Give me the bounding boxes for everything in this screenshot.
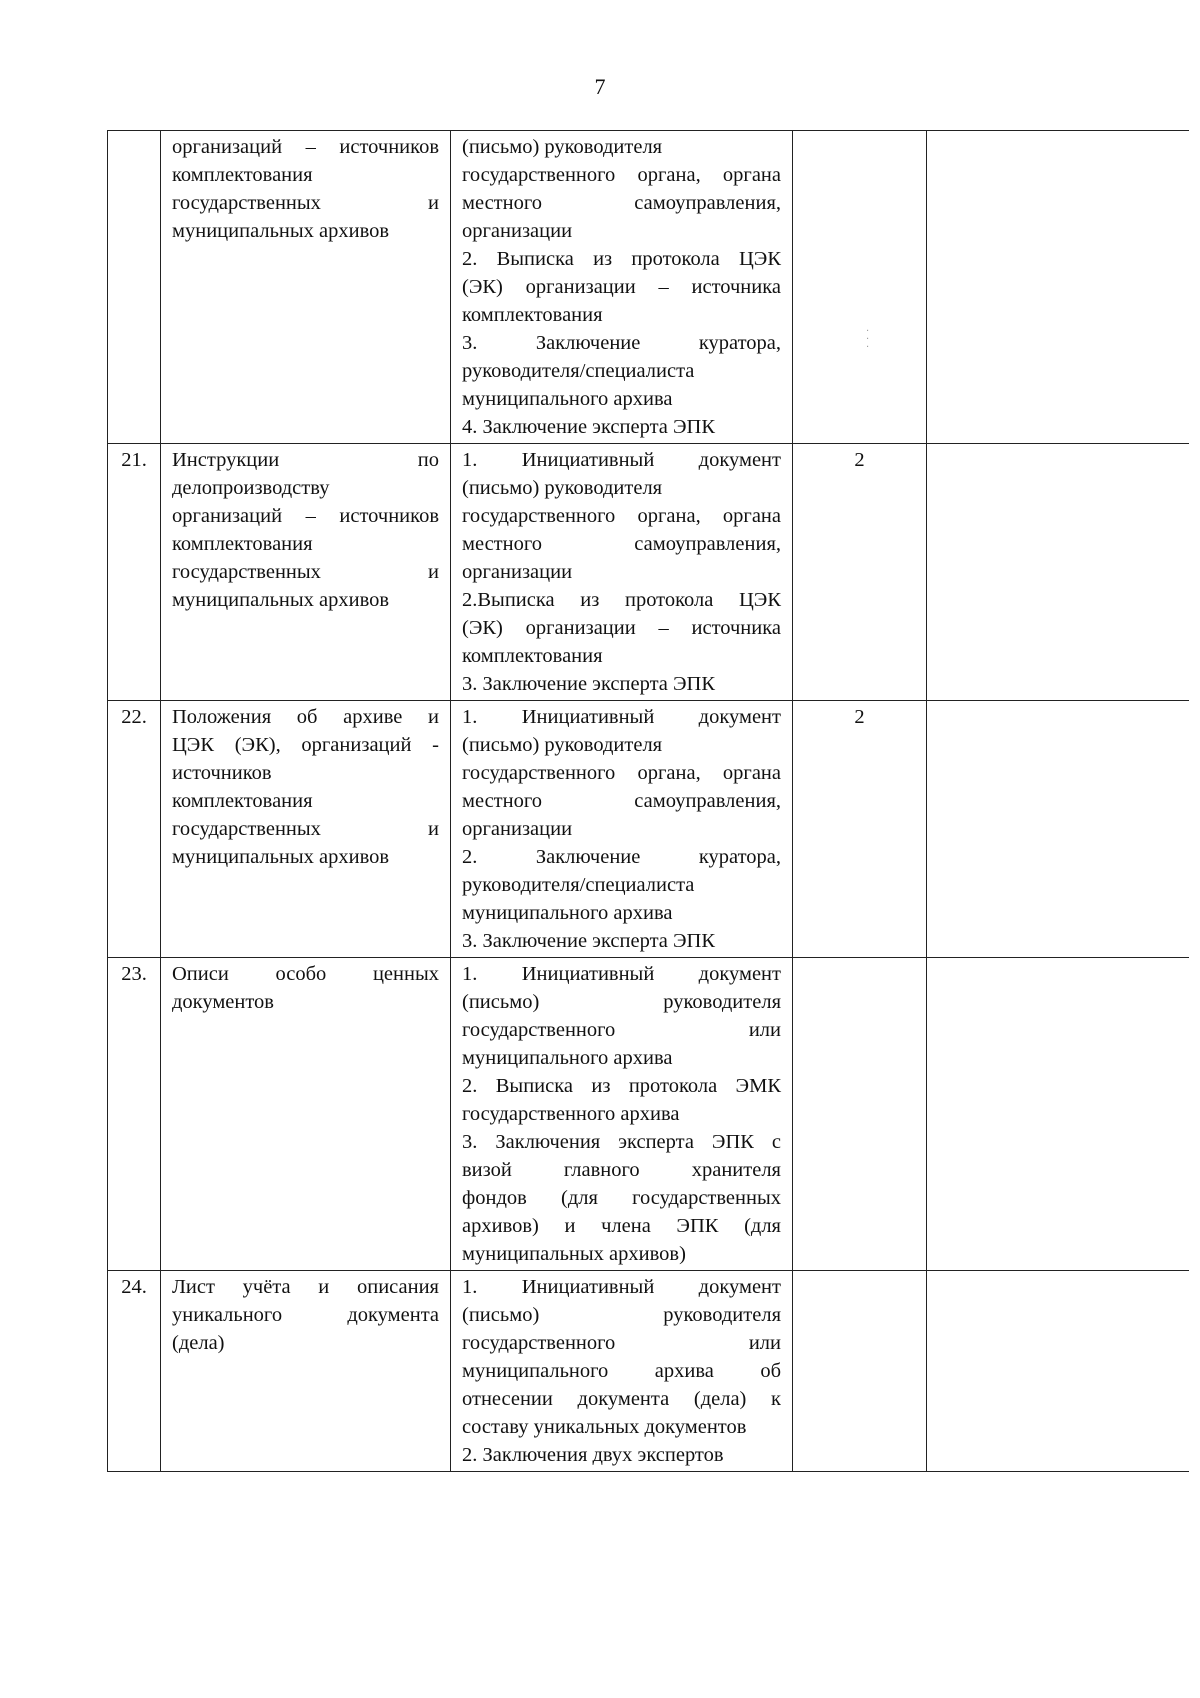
required-documents-line: муниципального архива: [462, 902, 673, 924]
document-name-line: Описи особо ценных: [172, 963, 439, 985]
document-name-line: государственных и: [172, 818, 439, 840]
required-documents-line: государственного органа, органа: [462, 164, 781, 186]
copies-count: 2: [793, 701, 927, 958]
copies-count: 2: [793, 444, 927, 701]
required-documents-line: комплектования: [462, 645, 603, 667]
required-documents-line: (ЭК) организации – источника: [462, 617, 781, 639]
required-documents-line: муниципального архива: [462, 388, 673, 410]
table-body: [108, 131, 1189, 1472]
required-documents-line: 1. Инициативный документ: [462, 706, 781, 728]
required-documents-line: 1. Инициативный документ: [462, 1276, 781, 1298]
required-documents-line: 3. Заключение эксперта ЭПК: [462, 930, 716, 952]
document-name-line: государственных и: [172, 192, 439, 214]
required-documents-line: архивов) и члена ЭПК (для: [462, 1215, 781, 1237]
page-number: 7: [594, 74, 606, 99]
required-documents-line: 2.Выписка из протокола ЦЭК: [462, 589, 781, 611]
required-documents-line: 2. Выписка из протокола ЦЭК: [462, 248, 781, 270]
required-documents-line: (ЭК) организации – источника: [462, 276, 781, 298]
required-documents-line: 1. Инициативный документ: [462, 449, 781, 471]
required-documents: [451, 444, 793, 701]
required-documents: [451, 131, 793, 444]
required-documents-line: 2. Выписка из протокола ЭМК: [462, 1075, 781, 1097]
required-documents-line: организации: [462, 220, 573, 242]
document-name-line: комплектования: [172, 790, 313, 812]
document-name-line: делопроизводству: [172, 477, 330, 499]
table-row: [108, 444, 1189, 701]
table-row: [108, 1271, 1189, 1472]
required-documents-line: 4. Заключение эксперта ЭПК: [462, 416, 716, 438]
document-name-line: муниципальных архивов: [172, 220, 390, 242]
document-name-line: уникального документа: [172, 1304, 439, 1326]
required-documents-line: государственного органа, органа: [462, 505, 781, 527]
notes-cell: [927, 701, 1189, 958]
required-documents-line: 1. Инициативный документ: [462, 963, 781, 985]
document-name: [161, 444, 451, 701]
required-documents-line: отнесении документа (дела) к: [462, 1388, 781, 1410]
row-number: 23.: [108, 958, 161, 1271]
required-documents: [451, 1271, 793, 1472]
required-documents-line: государственного или: [462, 1019, 781, 1041]
document-name: [161, 131, 451, 444]
required-documents-line: визой главного хранителя: [462, 1159, 781, 1181]
required-documents-line: 2. Заключение куратора,: [462, 846, 781, 868]
row-number: 22.: [108, 701, 161, 958]
required-documents-line: организации: [462, 818, 573, 840]
document-name: [161, 701, 451, 958]
margin-mark: · · ·: [866, 326, 870, 353]
required-documents-line: местного самоуправления,: [462, 790, 781, 812]
required-documents-line: (письмо) руководителя: [462, 734, 663, 756]
row-number: 24.: [108, 1271, 161, 1472]
document-name: [161, 1271, 451, 1472]
required-documents-line: комплектования: [462, 304, 603, 326]
required-documents-line: 3. Заключение эксперта ЭПК: [462, 673, 716, 695]
document-name: [161, 958, 451, 1271]
document-name-line: организаций – источников: [172, 505, 439, 527]
required-documents-line: (письмо) руководителя: [462, 136, 663, 158]
document-name-line: Инструкции по: [172, 449, 439, 471]
document-name-line: муниципальных архивов: [172, 589, 390, 611]
required-documents-line: муниципального архива об: [462, 1360, 781, 1382]
table-row: [108, 131, 1189, 444]
table-row: [108, 701, 1189, 958]
document-name-line: муниципальных архивов: [172, 846, 390, 868]
required-documents-line: руководителя/специалиста: [462, 360, 695, 382]
required-documents-line: организации: [462, 561, 573, 583]
copies-count: [793, 1271, 927, 1472]
required-documents-line: государственного архива: [462, 1103, 680, 1125]
required-documents-line: 3. Заключения эксперта ЭПК с: [462, 1131, 781, 1153]
document-table: [107, 130, 1189, 1472]
document-name-line: комплектования: [172, 164, 313, 186]
copies-count: [793, 131, 927, 444]
document-name-line: источников: [172, 762, 272, 784]
required-documents-line: (письмо) руководителя: [462, 991, 781, 1013]
notes-cell: [927, 1271, 1189, 1472]
required-documents: [451, 701, 793, 958]
required-documents-line: 3. Заключение куратора,: [462, 332, 781, 354]
required-documents-line: составу уникальных документов: [462, 1416, 747, 1438]
required-documents-line: (письмо) руководителя: [462, 477, 663, 499]
required-documents-line: государственного или: [462, 1332, 781, 1354]
notes-cell: [927, 958, 1189, 1271]
row-number: [108, 131, 161, 444]
document-name-line: организаций – источников: [172, 136, 439, 158]
document-name-line: документов: [172, 991, 274, 1013]
document-name-line: Лист учёта и описания: [172, 1276, 439, 1298]
table-row: [108, 958, 1189, 1271]
notes-cell: [927, 444, 1189, 701]
required-documents-line: местного самоуправления,: [462, 192, 781, 214]
required-documents-line: муниципальных архивов): [462, 1243, 686, 1265]
required-documents-line: руководителя/специалиста: [462, 874, 695, 896]
required-documents-line: государственного органа, органа: [462, 762, 781, 784]
required-documents-line: фондов (для государственных: [462, 1187, 781, 1209]
required-documents-line: (письмо) руководителя: [462, 1304, 781, 1326]
required-documents-line: местного самоуправления,: [462, 533, 781, 555]
required-documents-line: муниципального архива: [462, 1047, 673, 1069]
document-name-line: ЦЭК (ЭК), организаций -: [172, 734, 439, 756]
document-name-line: государственных и: [172, 561, 439, 583]
required-documents: [451, 958, 793, 1271]
document-name-line: комплектования: [172, 533, 313, 555]
notes-cell: [927, 131, 1189, 444]
required-documents-line: 2. Заключения двух экспертов: [462, 1444, 724, 1466]
document-name-line: Положения об архиве и: [172, 706, 439, 728]
document-name-line: (дела): [172, 1332, 225, 1354]
row-number: 21.: [108, 444, 161, 701]
copies-count: [793, 958, 927, 1271]
